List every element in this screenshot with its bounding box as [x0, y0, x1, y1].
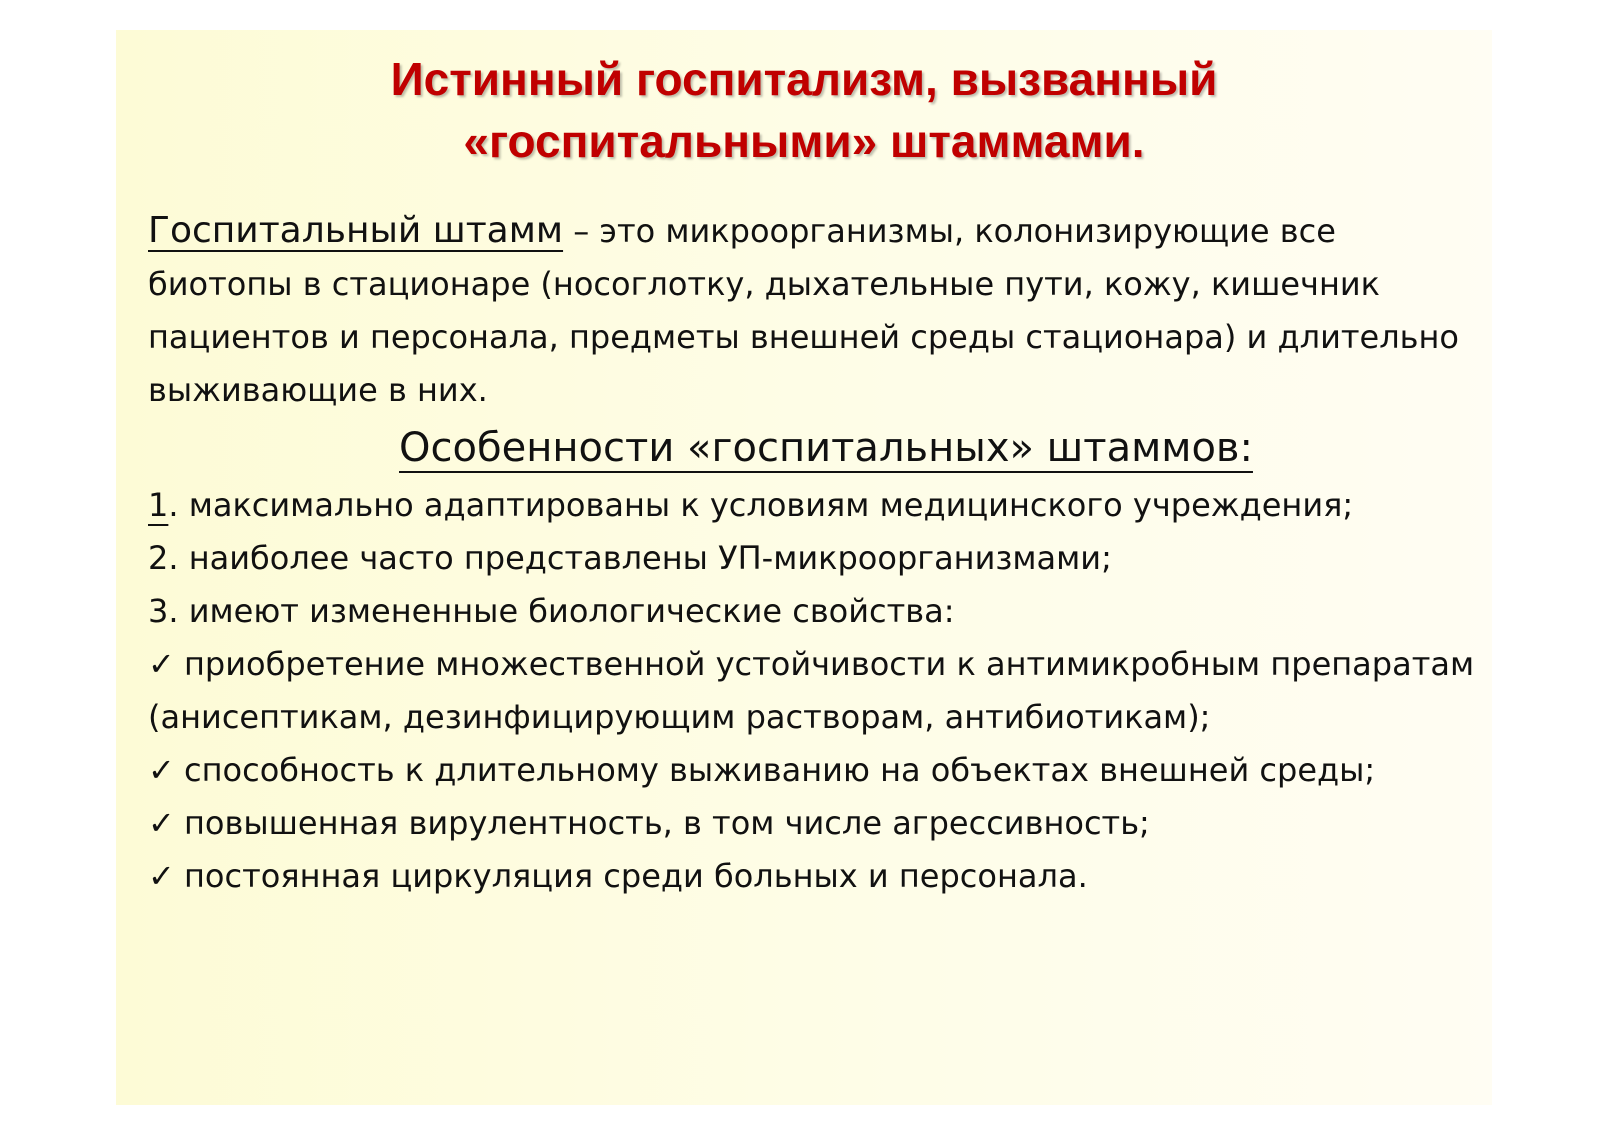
- title-line-2: «госпитальными» штаммами.: [463, 115, 1145, 167]
- property-item-1: [148, 638, 1478, 744]
- property-item-4-text: постоянная циркуляция среди больных и персонала.: [184, 857, 1088, 895]
- property-item-4: [148, 850, 1478, 903]
- checkmark-icon: ✓: [148, 857, 175, 895]
- property-item-1-text: приобретение множественной устойчивости к антимикробным препаратам (анисептикам, дезинфицирующим растворам, антибиотикам);: [148, 645, 1475, 736]
- slide-body: [148, 204, 1478, 903]
- property-item-3: [148, 797, 1478, 850]
- feature-item-1: [148, 479, 1478, 532]
- definition-paragraph: [148, 204, 1478, 417]
- definition-term: Госпитальный штамм: [148, 210, 564, 251]
- checkmark-icon: ✓: [148, 751, 175, 789]
- definition-text: – это микроорганизмы, колонизирующие все биотопы в стационаре (носоглотку, дыхательные пути, кожу, кишечник пациентов и персонала, предметы внешней среды стационара) и длительно выживающие в них.: [148, 212, 1459, 409]
- feature-item-1-number: 1: [148, 486, 169, 524]
- features-heading: Особенности «госпитальных» штаммов:: [399, 425, 1253, 471]
- title-line-1: Истинный госпитализм, вызванный: [390, 53, 1218, 105]
- slide: [116, 30, 1492, 1105]
- slide-title: [116, 48, 1492, 172]
- property-item-3-text: повышенная вирулентность, в том числе агрессивность;: [184, 804, 1150, 842]
- feature-item-3: 3. имеют измененные биологические свойства:: [148, 592, 955, 630]
- checkmark-icon: ✓: [148, 645, 175, 683]
- property-item-2: [148, 744, 1478, 797]
- feature-item-1-text: . максимально адаптированы к условиям медицинского учреждения;: [168, 486, 1354, 524]
- property-item-2-text: способность к длительному выживанию на объектах внешней среды;: [184, 751, 1376, 789]
- checkmark-icon: ✓: [148, 804, 175, 842]
- feature-item-2: 2. наиболее часто представлены УП-микроорганизмами;: [148, 539, 1112, 577]
